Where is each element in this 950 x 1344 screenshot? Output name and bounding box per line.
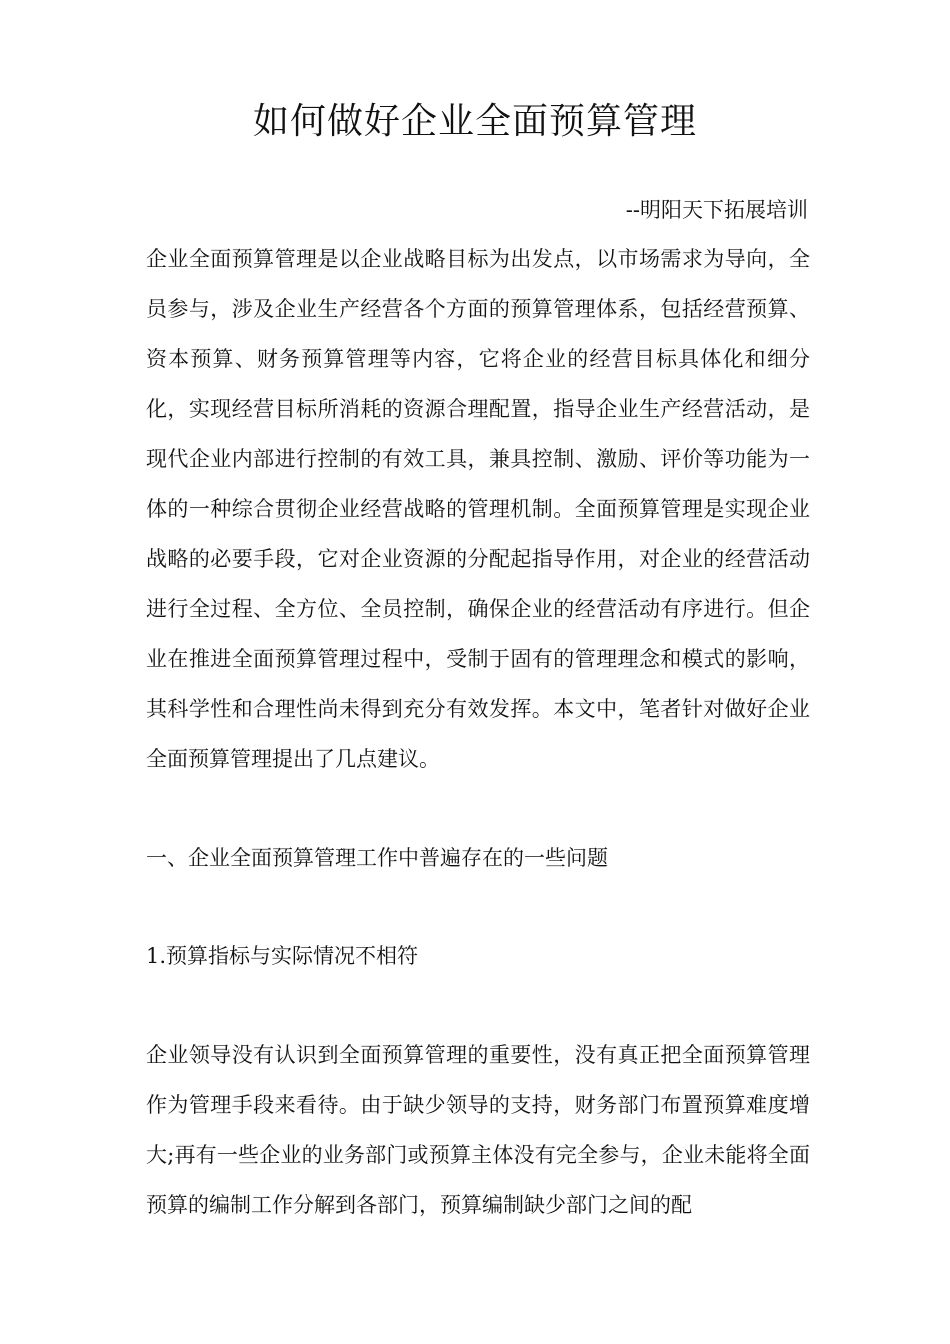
intro-paragraph: 企业全面预算管理是以企业战略目标为出发点，以市场需求为导向，全员参与，涉及企业生产经营各个方面的预算管理体系，包括经营预算、资本预算、财务预算管理等内容，它将企业的经营目标具体化和细分化，实现经营目标所消耗的资源合理配置，指导企业生产经营活动，是现代企业内部进行控制的有效工具，兼具控制、激励、评价等功能为一体的一种综合贯彻企业经营战略的管理机制。全面预算管理是实现企业战略的必要手段，它对企业资源的分配起指导作用，对企业的经营活动进行全过程、全方位、全员控制，确保企业的经营活动有序进行。但企业在推进全面预算管理过程中，受制于固有的管理理念和模式的影响，其科学性和合理性尚未得到充分有效发挥。本文中，笔者针对做好企业全面预算管理提出了几点建议。	[146, 247, 810, 771]
document-byline: --明阳天下拓展培训	[625, 198, 808, 222]
section-heading: 一、企业全面预算管理工作中普遍存在的一些问题	[146, 846, 608, 870]
subsection-heading: 1.预算指标与实际情况不相符	[146, 944, 419, 968]
body-paragraph: 企业领导没有认识到全面预算管理的重要性，没有真正把全面预算管理作为管理手段来看待。由于缺少领导的支持，财务部门布置预算难度增大;再有一些企业的业务部门或预算主体没有完全参与，企业未能将全面预算的编制工作分解到各部门，预算编制缺少部门之间的配	[146, 1043, 810, 1217]
document-title: 如何做好企业全面预算管理	[252, 101, 697, 142]
